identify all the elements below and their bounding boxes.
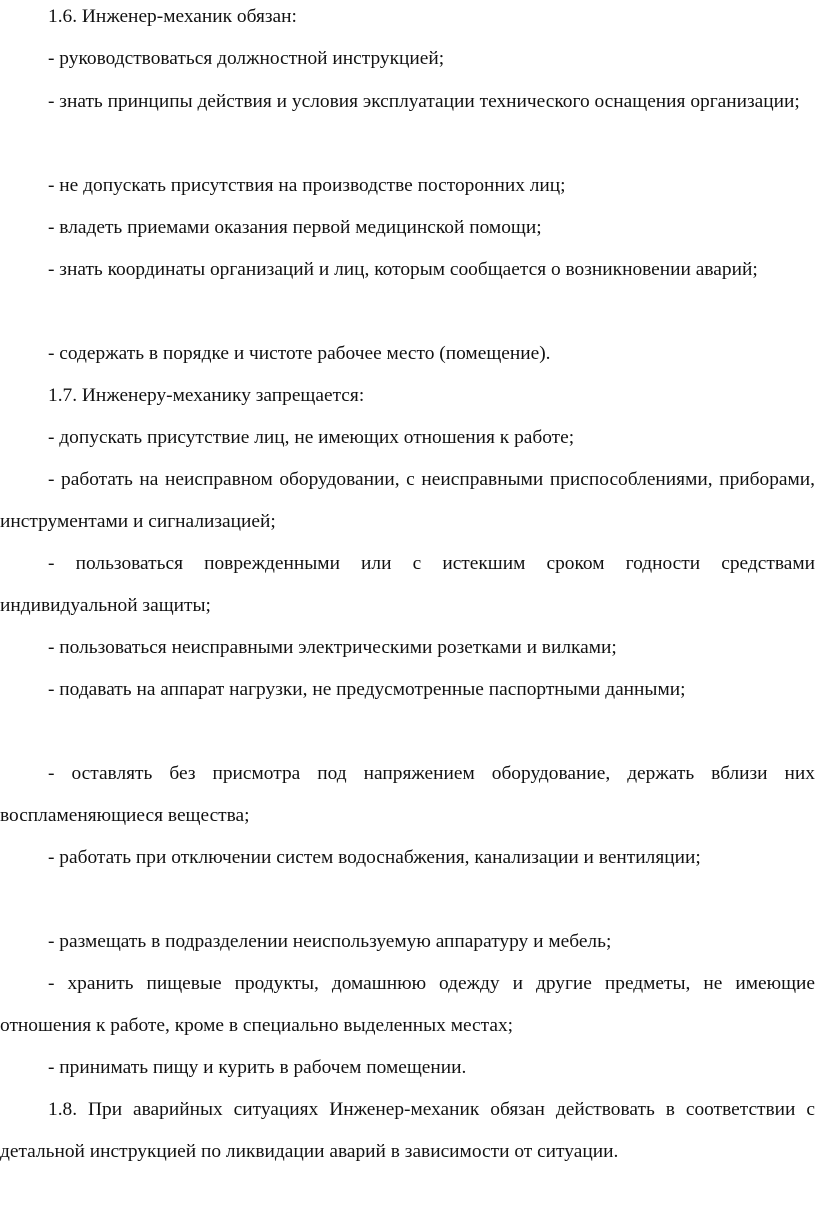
section-1-7-heading: 1.7. Инженеру-механику запрещается: bbox=[48, 385, 365, 406]
list-item-first-aid: - владеть приемами оказания первой медицинской помощи; bbox=[48, 217, 542, 238]
list-item-faulty-equipment: - работать на неисправном оборудовании, с неисправными приспособлениями, приборами, инструментами и сигнализацией; bbox=[0, 469, 815, 533]
list-item-systems-off: - работать при отключении систем водоснабжения, канализации и вентиляции; bbox=[48, 847, 701, 868]
list-item-follow-instruction: - руководствоваться должностной инструкцией; bbox=[48, 48, 445, 69]
list-item-know-contacts: - знать координаты организаций и лиц, которым сообщается о возникновении аварий; bbox=[48, 259, 758, 280]
list-item-no-unrelated-persons: - допускать присутствие лиц, не имеющих отношения к работе; bbox=[48, 427, 575, 448]
list-item-overload: - подавать на аппарат нагрузки, не предусмотренные паспортными данными; bbox=[48, 679, 686, 700]
list-item-unattended-equipment: - оставлять без присмотра под напряжением оборудование, держать вблизи них воспламеняющиеся вещества; bbox=[0, 763, 815, 827]
list-item-know-equipment: - знать принципы действия и условия эксплуатации технического оснащения организации; bbox=[48, 91, 800, 112]
list-item-faulty-sockets: - пользоваться неисправными электрическими розетками и вилками; bbox=[48, 637, 617, 658]
list-item-unused-furniture: - размещать в подразделении неиспользуемую аппаратуру и мебель; bbox=[48, 931, 612, 952]
list-item-damaged-ppe: - пользоваться поврежденными или с истекшим сроком годности средствами индивидуальной защиты; bbox=[0, 553, 815, 617]
list-item-no-outsiders: - не допускать присутствия на производстве посторонних лиц; bbox=[48, 175, 566, 196]
list-item-no-eating-smoking: - принимать пищу и курить в рабочем помещении. bbox=[48, 1057, 467, 1078]
section-1-6-heading: 1.6. Инженер-механик обязан: bbox=[48, 6, 297, 27]
list-item-clean-workplace: - содержать в порядке и чистоте рабочее место (помещение). bbox=[48, 343, 551, 364]
section-1-8-paragraph: 1.8. При аварийных ситуациях Инженер-механик обязан действовать в соответствии с детальной инструкцией по ликвидации аварий в зависимости от ситуации. bbox=[0, 1099, 815, 1163]
list-item-personal-items: - хранить пищевые продукты, домашнюю одежду и другие предметы, не имеющие отношения к работе, кроме в специально выделенных местах; bbox=[0, 973, 815, 1037]
